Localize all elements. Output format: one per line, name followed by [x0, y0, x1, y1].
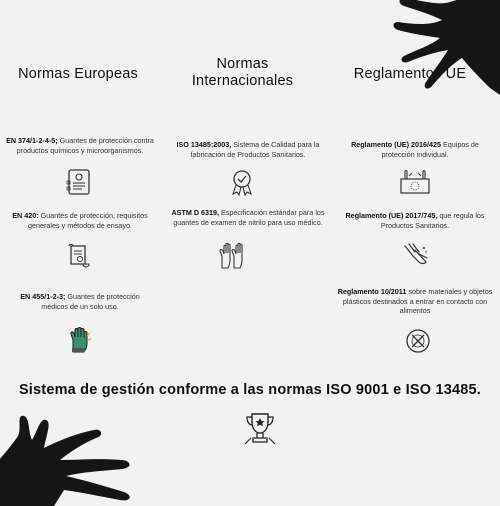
sistema-gestion-statement: Sistema de gestión conforme a las normas ISO 9001 e ISO 13485. [18, 382, 482, 398]
norma-code: ASTM D 6319, [171, 208, 220, 217]
gloves-pair-icon [218, 242, 248, 270]
norma-description: que regula los Productos Sanitarios. [380, 211, 485, 230]
reglamento-10-2011 [336, 287, 494, 316]
trophy-award-icon [240, 408, 280, 448]
heading-reglamentos-ue: Reglamentos UE [353, 66, 467, 82]
award-rosette-icon [228, 168, 256, 196]
norma-astm-d6319 [162, 208, 334, 227]
norma-en-374 [6, 136, 154, 155]
document-checklist-icon [66, 168, 92, 196]
food-contact-icon [404, 327, 432, 355]
reglamento-2016-425 [336, 140, 494, 159]
norma-description: Equipos de protección individual. [381, 140, 479, 159]
heading-normas-internacionales: Normas Internacionales [191, 56, 294, 90]
norma-description: Guantes de protección médicos de un solo uso. [41, 292, 140, 311]
scroll-document-icon [65, 242, 93, 270]
norma-code: EN 455/1-2-3; [20, 292, 66, 301]
medical-glove-icon [66, 326, 92, 354]
norma-iso-13485 [172, 140, 324, 159]
norma-description: Especificación estándar para los guantes de examen de nitrilo para uso médico. [173, 208, 325, 227]
norma-code: Reglamento 10/2011 [337, 287, 407, 296]
norma-code: Reglamento (UE) 2016/425 [351, 140, 441, 149]
eu-protection-icon [399, 167, 431, 195]
heading-normas-europeas: Normas Europeas [18, 66, 138, 82]
norma-code: EN 374/1-2-4-5; [6, 136, 58, 145]
reglamento-2017-745 [336, 211, 494, 230]
hand-care-icon [401, 242, 429, 270]
black-glove-bottom-left-image [0, 406, 144, 506]
norma-en-455 [6, 292, 154, 311]
norma-code: ISO 13485:2003, [176, 140, 232, 149]
black-glove-top-right-image [390, 0, 500, 112]
norma-code: Reglamento (UE) 2017/745, [345, 211, 438, 220]
norma-code: EN 420: [12, 211, 39, 220]
norma-description: Sistema de Calidad para la fabricación de Productos Sanitarios. [190, 140, 320, 159]
norma-description: Guantes de protección, requisitos generales y métodos de ensayo. [28, 211, 148, 230]
norma-en-420 [6, 211, 154, 230]
norma-description: sobre materiales y objetos plásticos destinados a entrar en contacto con alimentos [342, 287, 493, 316]
norma-description: Guantes de protección contra productos químicos y microorganismos. [16, 136, 154, 155]
